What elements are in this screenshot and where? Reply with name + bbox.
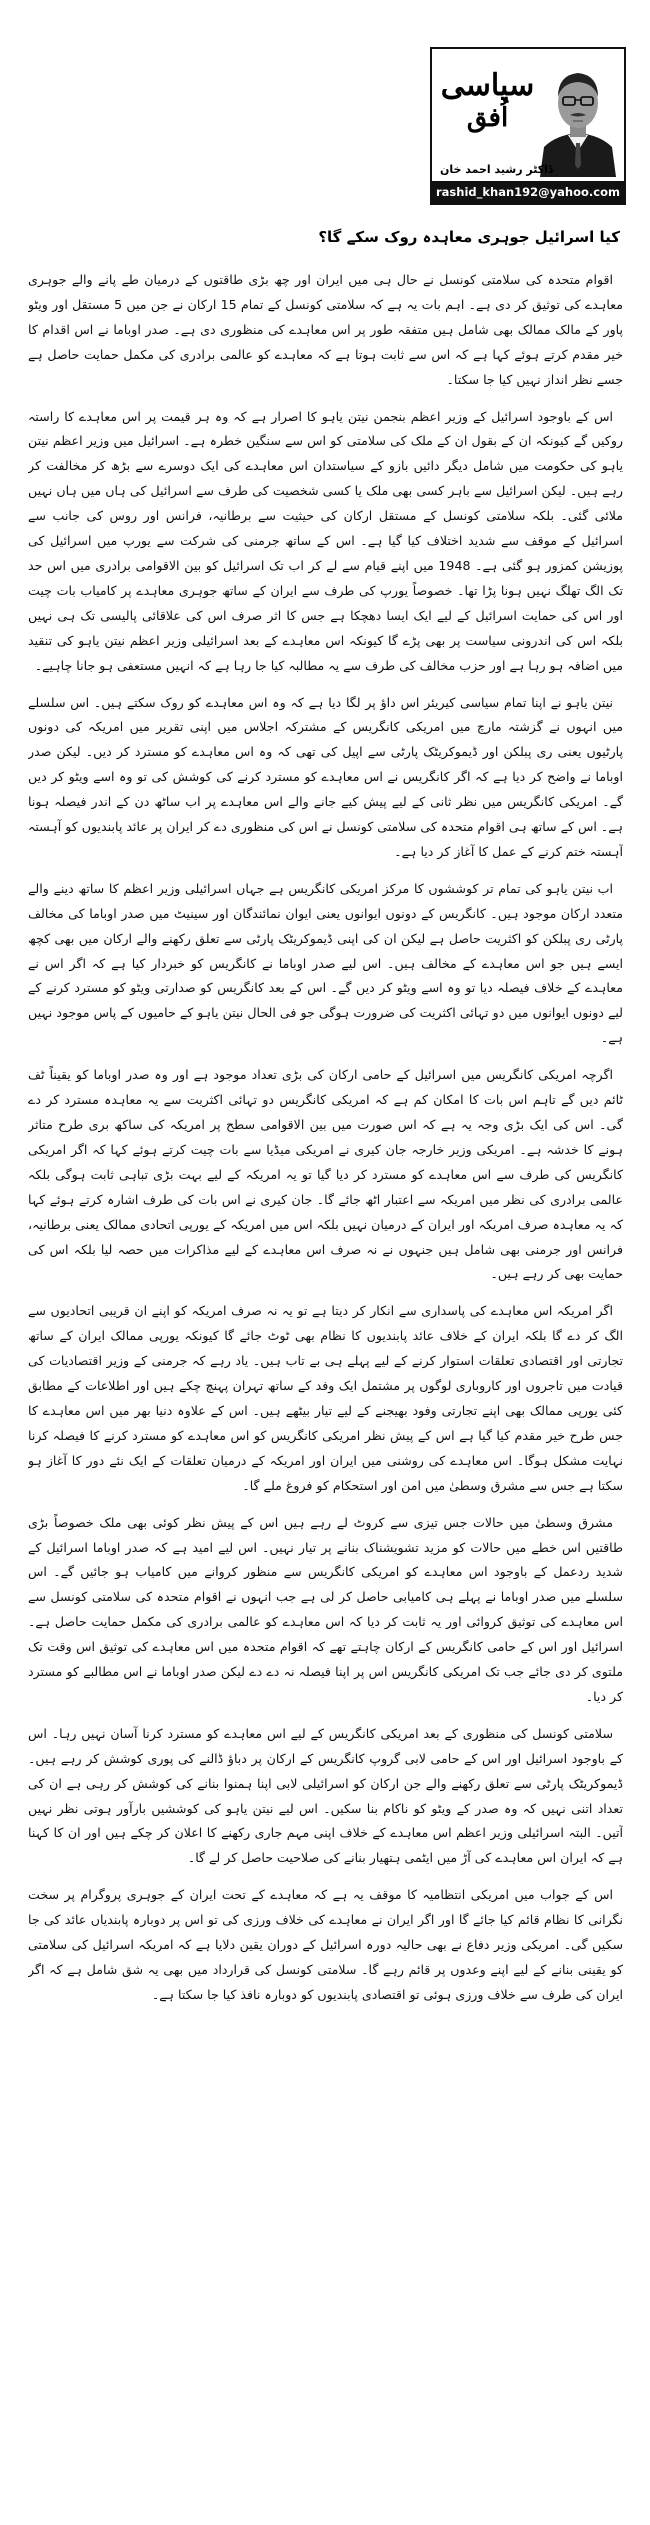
column-title <box>440 69 535 135</box>
column-header <box>430 47 626 205</box>
article-body <box>28 268 623 2508</box>
paragraph: اگرچہ امریکی کانگریس میں اسرائیل کے حامی ارکان کی بڑی تعداد موجود ہے اور وہ صدر اوباما کو یقیناً ٹف ٹائم دیں گے تاہم اس بات کا امکان کم ہے کہ امریکی کانگریس دو تہائی اکثریت سے یہ معاہدہ مسترد کر دے گی۔ اس کی ایک بڑی وجہ یہ ہے کہ اس صورت میں بین الاقوامی سطح پر امریکہ کی ساکھ بری طرح متاثر ہونے کا خدشہ ہے۔ امریکی وزیر خارجہ جان کیری نے امریکی میڈیا سے بات چیت کرتے ہوئے کہا کہ اگر امریکی کانگریس کی طرف سے اس معاہدے کو مسترد کر دیا گیا تو یہ امریکہ کے لیے بہت بڑی تباہی ثابت ہوگی بلکہ عالمی برادری کی نظر میں امریکہ سے اعتبار اٹھ جائے گا۔ جان کیری نے اس بات کی طرف اشارہ کرتے ہوئے کہا کہ یہ معاہدہ صرف امریکہ اور ایران کے درمیان نہیں بلکہ اس میں امریکہ کے یورپی اتحادی ممالک یعنی برطانیہ، فرانس اور جرمنی بھی شامل ہیں جنہوں نے نہ صرف اس معاہدے کے لیے مذاکرات میں حصہ لیا بلکہ اس کی حمایت بھی کر رہے ہیں۔ <box>28 1067 623 1282</box>
paragraph: نیتن یاہو نے اپنا تمام سیاسی کیریئر اس داؤ پر لگا دیا ہے کہ وہ اس معاہدے کو روک سکتے ہیں۔ اس سلسلے میں انہوں نے گزشتہ مارچ میں امریکی کانگریس کے مشترکہ اجلاس میں اپنی تقریر میں امریکہ کی دونوں پارٹیوں یعنی ری پبلکن اور ڈیموکریٹک پارٹی سے اپیل کی تھی کہ وہ اس معاہدے کو مسترد کر دیں۔ لیکن صدر اوباما نے واضح کر دیا ہے کہ اگر کانگریس نے اس معاہدے کو مسترد کرنے کی کوشش کی تو وہ اسے ویٹو کر دیں گے۔ امریکی کانگریس میں نظر ثانی کے لیے پیش کیے جانے والے اس معاہدے پر اب ساٹھ دن کے اندر فیصلہ ہونا ہے۔ اس کے ساتھ ہی اقوام متحدہ کی سلامتی کونسل نے اس کی منظوری دے کر ایران پر عائد پابندیوں کو آہستہ آہستہ ختم کرنے کے عمل کا آغاز کر دیا ہے۔ <box>28 694 623 859</box>
article-headline: کیا اسرائیل جوہری معاہدہ روک سکے گا؟ <box>318 228 620 246</box>
paragraph: اگر امریکہ اس معاہدے کی پاسداری سے انکار کر دیتا ہے تو یہ نہ صرف امریکہ کو اپنے ان قریبی اتحادیوں سے الگ کر دے گا بلکہ ایران کے خلاف عائد پابندیوں کا نظام بھی ٹوٹ جائے گا کیونکہ یورپی ممالک ایران کے ساتھ تجارتی اور اقتصادی تعلقات استوار کرنے کے لیے پہلے ہی بے تاب ہیں۔ یاد رہے کہ جرمنی کے وزیر اقتصادیات کی قیادت میں تاجروں اور کاروباری لوگوں پر مشتمل ایک وفد کے ساتھ تہران پہنچ چکے ہیں اور اطلاعات کے مطابق کئی یورپی ممالک بھی اپنے تجارتی وفود بھیجنے کے لیے تیار بیٹھے ہیں۔ اس کے علاوہ دنیا بھر میں اس معاہدے کا جس طرح خیر مقدم کیا گیا ہے اس کے پیش نظر امریکی کانگریس کو اس معاہدے کو مسترد کرنے کا فیصلہ کرنا نہایت مشکل ہوگا۔ اس معاہدے کی روشنی میں ایران اور امریکہ کے درمیان تعلقات کے ایک نئے دور کا آغاز ہو سکتا ہے جس سے مشرق وسطیٰ میں امن اور استحکام کو فروغ ملے گا۔ <box>28 1303 623 1493</box>
paragraph: اس کے باوجود اسرائیل کے وزیر اعظم بنجمن نیتن یاہو کا اصرار ہے کہ وہ ہر قیمت پر اس معاہدے کا راستہ روکیں گے کیونکہ ان کے بقول ان کے ملک کی سلامتی کو اس سے سنگین خطرہ ہے۔ اسرائیل میں وزیر اعظم نیتن یاہو کی حکومت میں شامل دیگر دائیں بازو کے سیاستدان اس معاہدے کی ایک دوسرے سے بڑھ کر مخالفت کر رہے ہیں۔ لیکن اسرائیل سے باہر کسی بھی ملک یا کسی شخصیت کی طرف سے اسرائیل کی ہاں میں ہاں نہیں ملائی گئی۔ بلکہ سلامتی کونسل کے مستقل ارکان کی حیثیت سے برطانیہ، فرانس اور روس کی جانب سے اسرائیل کے موقف سے شدید اختلاف کیا گیا ہے۔ اس کے ساتھ جرمنی کی شرکت سے یورپ میں اسرائیل کی پوزیشن کمزور ہو گئی ہے۔ 1948 میں اپنے قیام سے لے کر اب تک اسرائیل کو بین الاقوامی برادری میں اس حد تک الگ تھلگ نہیں ہونا پڑا تھا۔ خصوصاً یورپ کی طرف سے ایران کے ساتھ جوہری معاہدے پر کامیاب بات چیت اور اس کی حمایت اسرائیل کے لیے ایک ایسا دھچکا ہے جس کا اثر صرف اس کی علاقائی پالیسی تک ہی نہیں بلکہ اس کی اندرونی سیاست پر بھی پڑے گا کیونکہ اس معاہدے کے بعد اسرائیلی وزیر اعظم نیتن یاہو کی تنقید میں اضافہ ہو رہا ہے اور حزب مخالف کی طرف سے یہ مطالبہ کیا جا رہا ہے کہ انہیں مستعفی ہو جانا چاہیے۔ <box>28 408 623 673</box>
author-name: ڈاکٹر رشید احمد خان <box>440 163 553 176</box>
author-portrait <box>536 55 620 177</box>
column-title-line1: سیاسی <box>440 68 535 103</box>
paragraph: اس کے جواب میں امریکی انتظامیہ کا موقف یہ ہے کہ معاہدے کے تحت ایران کے جوہری پروگرام پر سخت نگرانی کا نظام قائم کیا جائے گا اور اگر ایران نے معاہدے کی خلاف ورزی کی تو اس پر دوبارہ پابندیاں عائد کی جا سکیں گی۔ امریکی وزیر دفاع نے بھی حالیہ دورہ اسرائیل کے دوران یقین دلایا ہے کہ امریکہ اسرائیل کی سلامتی کو یقینی بنانے کے لیے اپنے وعدوں پر قائم رہے گا۔ سلامتی کونسل کی قرارداد میں بھی یہ شق شامل ہے کہ اگر ایران کی طرف سے خلاف ورزی ہوئی تو اقتصادی پابندیوں کو دوبارہ نافذ کیا جا سکتا ہے۔ <box>28 1887 623 2002</box>
paragraph: سلامتی کونسل کی منظوری کے بعد امریکی کانگریس کے لیے اس معاہدے کو مسترد کرنا آسان نہیں رہا۔ اس کے باوجود اسرائیل اور اس کے حامی لابی گروپ کانگریس کے ارکان پر دباؤ ڈالنے کی پوری کوشش کر رہے ہیں۔ ڈیموکریٹک پارٹی سے تعلق رکھنے والے جن ارکان کو اسرائیلی لابی اپنا ہمنوا بنانے کی کوشش کر رہی ہے ان کی تعداد اتنی نہیں کہ وہ صدر کے ویٹو کو ناکام بنا سکیں۔ اس لیے نیتن یاہو کی کوششیں بارآور ہوتی نظر نہیں آتیں۔ البتہ اسرائیلی وزیر اعظم اس معاہدے کے خلاف اپنی مہم جاری رکھنے کا اعلان کر چکے ہیں اور ان کا کہنا ہے کہ ایران اس معاہدے کی آڑ میں ایٹمی ہتھیار بنانے کی صلاحیت حاصل کر لے گا۔ <box>28 1725 623 1866</box>
paragraph: اب نیتن یاہو کی تمام تر کوششوں کا مرکز امریکی کانگریس ہے جہاں اسرائیلی وزیر اعظم کا ساتھ دینے والے متعدد ارکان موجود ہیں۔ کانگریس کے دونوں ایوانوں یعنی ایوان نمائندگان اور سینیٹ میں صدر اوباما کی مخالف پارٹی ری پبلکن کو اکثریت حاصل ہے لیکن ان کی اپنی ڈیموکریٹک پارٹی سے تعلق رکھنے والے ارکان میں بھی کچھ ایسے ہیں جو اس معاہدے کے مخالف ہیں۔ اس لیے صدر اوباما نے کانگریس کو خبردار کیا ہے کہ اگر اس نے معاہدے کے خلاف فیصلہ دیا تو وہ اسے ویٹو کر دیں گے۔ اس کے بعد کانگریس کو صدارتی ویٹو کو مسترد کرنے کے لیے دونوں ایوانوں میں دو تہائی اکثریت کی ضرورت ہوگی جو فی الحال نیتن یاہو کے حامیوں کے پاس موجود نہیں ہے۔ <box>28 880 623 1046</box>
author-email: rashid_khan192@yahoo.com <box>432 181 624 203</box>
paragraph: مشرق وسطیٰ میں حالات جس تیزی سے کروٹ لے رہے ہیں اس کے پیش نظر کوئی بھی ملک خصوصاً بڑی طاقتیں اس خطے میں حالات کو مزید تشویشناک بنانے پر تیار نہیں۔ اس لیے امید ہے کہ صدر اوباما اسرائیل کے شدید ردعمل کے باوجود اس معاہدے کو امریکی کانگریس سے منظور کروانے میں کامیاب ہو جائیں گے۔ اس سلسلے میں صدر اوباما نے پہلے ہی کامیابی حاصل کر لی ہے جب انہوں نے اقوام متحدہ کی سلامتی کونسل سے اس معاہدے کی توثیق کروائی اور یہ ثابت کر دیا کہ اس معاہدے کو عالمی برادری کی مکمل حمایت حاصل ہے۔ اسرائیل اور اس کے حامی کانگریس کے ارکان چاہتے تھے کہ اقوام متحدہ میں اس معاہدے کی توثیق اس وقت تک ملتوی کر دی جائے جب تک امریکی کانگریس اس پر اپنا فیصلہ نہ دے دے لیکن صدر اوباما نے اس مطالبے کو مسترد کر دیا۔ <box>28 1514 623 1704</box>
column-title-line2: اُفق <box>466 103 509 133</box>
paragraph: اقوام متحدہ کی سلامتی کونسل نے حال ہی میں ایران اور چھ بڑی طاقتوں کے درمیان طے پانے والے جوہری معاہدے کی توثیق کر دی ہے۔ اہم بات یہ ہے کہ سلامتی کونسل کے تمام 15 ارکان نے جن میں 5 مستقل اور ویٹو پاور کے مالک ممالک بھی شامل ہیں متفقہ طور پر اس معاہدے کی منظوری دی ہے۔ صدر اوباما نے اس اقدام کا خیر مقدم کرتے ہوئے کہا ہے کہ اس سے ثابت ہوتا ہے کہ معاہدے کو عالمی برادری کی مکمل حمایت حاصل ہے جسے نظر انداز نہیں کیا جا سکتا۔ <box>28 272 623 387</box>
